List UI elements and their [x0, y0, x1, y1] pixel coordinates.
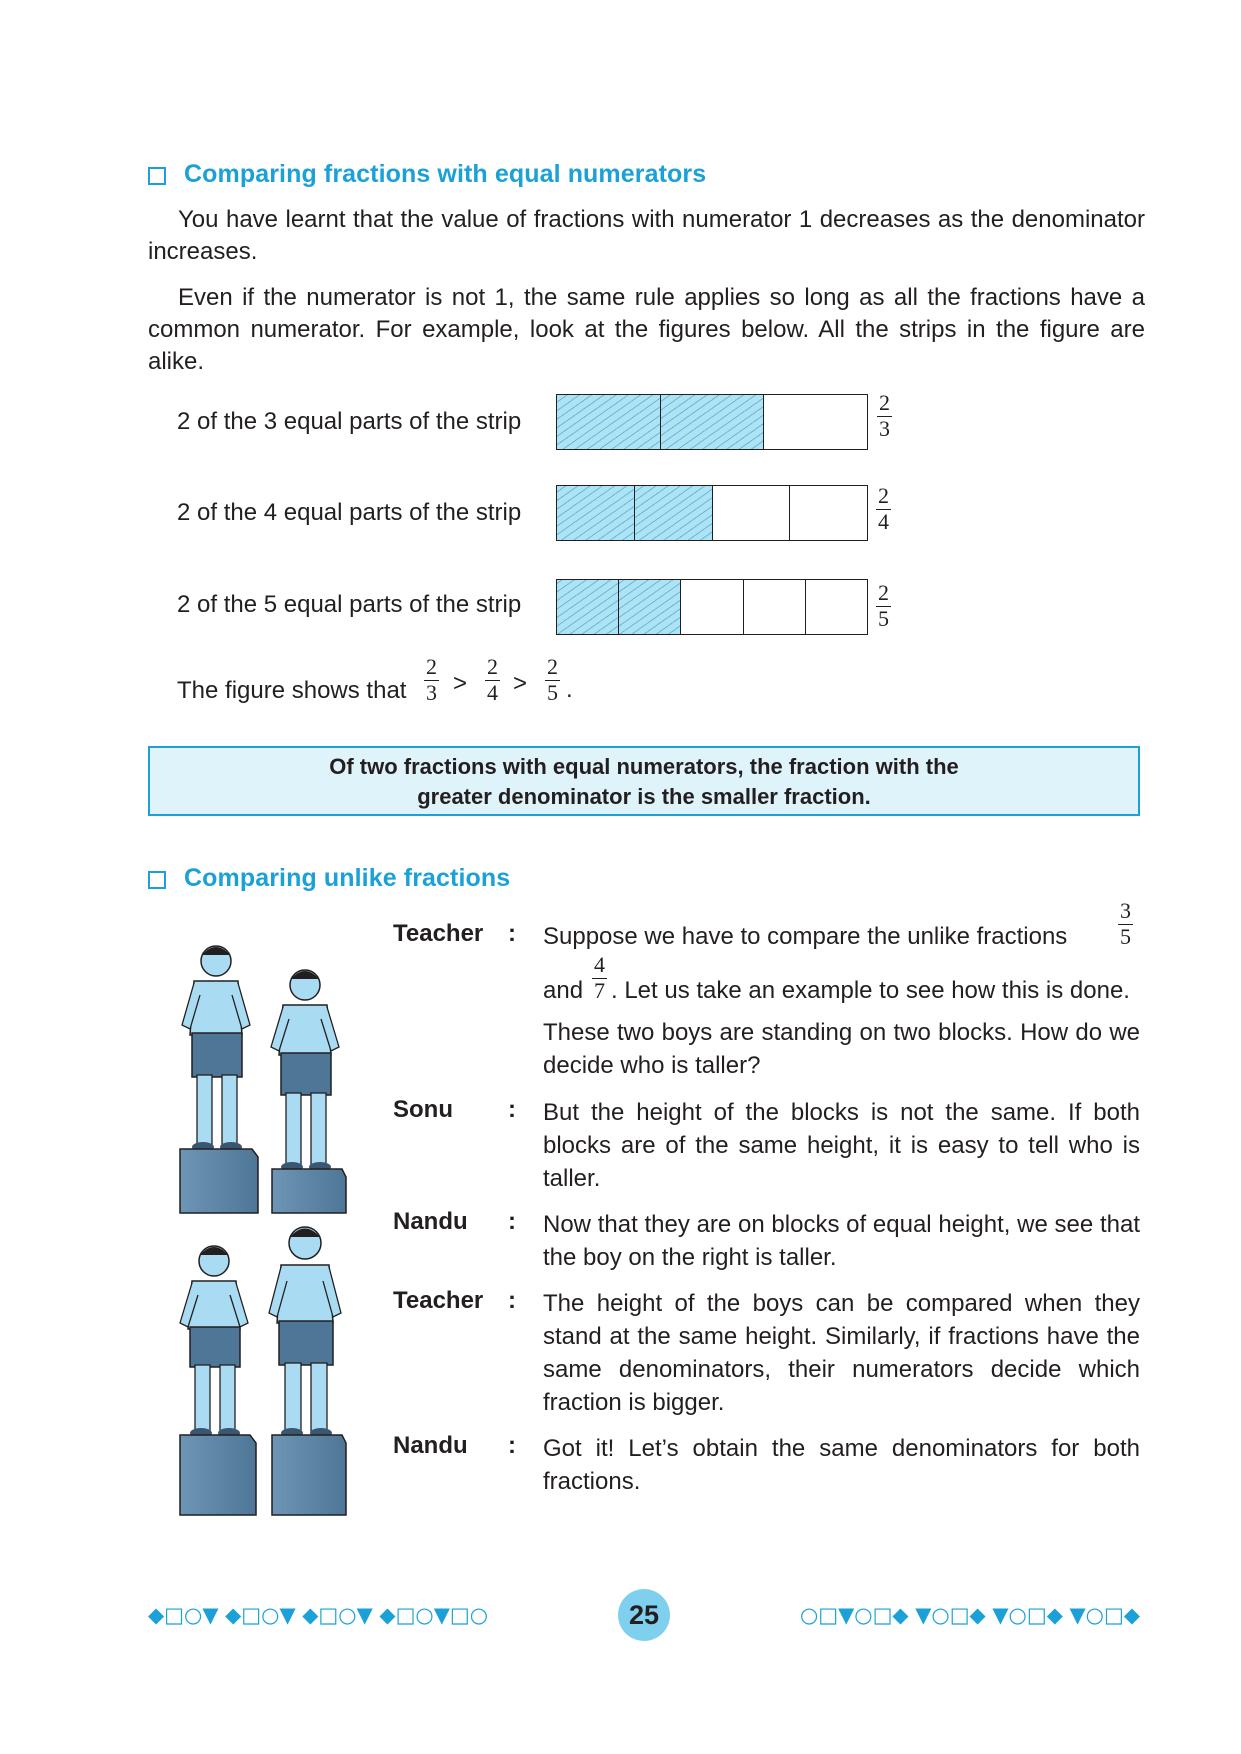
fraction-strip-fifths: [556, 579, 868, 635]
strip-part: [713, 486, 791, 540]
speaker-nandu: Nandu: [393, 1208, 468, 1235]
denominator: 4: [487, 680, 498, 705]
block-equal-right: [272, 1435, 346, 1515]
comparison-fraction-1: [424, 656, 439, 704]
heading-text: Comparing fractions with equal numerators: [184, 160, 707, 188]
numerator: 2: [878, 580, 889, 605]
denominator: 3: [879, 416, 890, 441]
strip-part-shaded: [557, 580, 619, 634]
denominator: 3: [426, 680, 437, 705]
rule-line-1: Of two fractions with equal numerators, the fraction with the: [329, 754, 959, 779]
strip-part: [764, 395, 867, 449]
strip-label-thirds: 2 of the 3 equal parts of the strip: [177, 408, 522, 435]
colon: :: [508, 1208, 516, 1235]
denominator: 5: [1120, 924, 1131, 949]
numerator: 2: [878, 483, 889, 508]
dialogue-teacher-1c: . Let us take an example to see how this is done.: [611, 977, 1130, 1004]
speaker-sonu: Sonu: [393, 1096, 453, 1123]
comparison-fraction-3: [545, 656, 560, 704]
denominator: 4: [878, 509, 889, 534]
page-footer: [148, 1587, 1140, 1643]
speaker-teacher: Teacher: [393, 1287, 484, 1314]
strip-part: [790, 486, 867, 540]
boy-right-bottom: [269, 1227, 341, 1438]
denominator: 5: [878, 606, 889, 631]
dialogue-sonu: But the height of the blocks is not the same. If both blocks are of the same height, it is easy to tell who is taller.: [543, 1099, 1140, 1192]
fraction-two-fourths: [876, 485, 891, 533]
colon: :: [508, 1287, 516, 1314]
fraction-strip-thirds: [556, 394, 868, 450]
section-heading-equal-numerators: [148, 160, 706, 189]
fraction-two-fifths: [876, 582, 891, 630]
strip-part: [744, 580, 806, 634]
numerator: 3: [1120, 898, 1131, 923]
strip-part-shaded: [557, 486, 635, 540]
block-equal-left: [180, 1435, 256, 1515]
speaker-nandu: Nandu: [393, 1432, 468, 1459]
dialogue-teacher-1d: These two boys are standing on two blocks. How do we decide who is taller?: [543, 1019, 1140, 1079]
fraction-three-fifths: [1118, 900, 1133, 948]
strip-part-shaded: [619, 580, 681, 634]
colon: :: [508, 920, 516, 947]
dialogue-teacher-1b: and: [543, 977, 584, 1004]
fraction-strip-fourths: [556, 485, 868, 541]
strip-part-shaded: [661, 395, 765, 449]
speaker-teacher: Teacher: [393, 920, 484, 947]
section-heading-unlike-fractions: [148, 864, 510, 893]
footer-ornament-right: ○□▼○□◆ ▼○□◆ ▼○□◆ ▼○□◆: [799, 1603, 1140, 1627]
checkbox-icon: [148, 167, 166, 185]
dialogue-nandu-2: Got it! Let’s obtain the same denominators for both fractions.: [543, 1435, 1140, 1495]
comparison-fraction-2: [485, 656, 500, 704]
period: .: [566, 676, 573, 703]
strip-label-fourths: 2 of the 4 equal parts of the strip: [177, 499, 522, 526]
rule-box: [148, 746, 1140, 816]
colon: :: [508, 1432, 516, 1459]
dialogue-teacher-1a: Suppose we have to compare the unlike fractions: [543, 923, 1068, 950]
boy-left-bottom: [180, 1246, 248, 1438]
rule-line-2: greater denominator is the smaller fraction.: [417, 784, 871, 809]
numerator: 2: [879, 390, 890, 415]
example-paragraph: Even if the numerator is not 1, the same rule applies so long as all the fractions have a common numerator. For example, look at the figures below. All the strips in the figure are alike.: [148, 284, 1145, 375]
strip-part: [806, 580, 867, 634]
boy-right-top: [271, 970, 339, 1172]
numerator: 4: [594, 952, 605, 977]
numerator: 2: [547, 654, 558, 679]
denominator: 5: [547, 680, 558, 705]
dialogue-teacher-2: The height of the boys can be compared when they stand at the same height. Similarly, if fractions have the same denominators, their numerators decide which fraction is bigger.: [543, 1290, 1140, 1416]
strip-label-fifths: 2 of the 5 equal parts of the strip: [177, 591, 522, 618]
boy-left-top: [182, 946, 250, 1152]
footer-ornament-left: ◆□○▼ ◆□○▼ ◆□○▼ ◆□○▼□○: [148, 1603, 489, 1627]
fraction-four-sevenths: [592, 954, 607, 1002]
greater-than-symbol: >: [453, 670, 468, 697]
checkbox-icon: [148, 871, 166, 889]
boys-on-blocks-illustration: [170, 925, 360, 1535]
strip-part-shaded: [557, 395, 661, 449]
intro-paragraph: You have learnt that the value of fractions with numerator 1 decreases as the denominator increases.: [148, 206, 1145, 265]
numerator: 2: [487, 654, 498, 679]
block-short: [272, 1169, 346, 1213]
page-number: 25: [618, 1589, 670, 1641]
colon: :: [508, 1096, 516, 1123]
numerator: 2: [426, 654, 437, 679]
denominator: 7: [594, 978, 605, 1003]
dialogue-nandu-1: Now that they are on blocks of equal height, we see that the boy on the right is taller.: [543, 1211, 1140, 1271]
strip-part: [681, 580, 743, 634]
fraction-two-thirds: [877, 392, 892, 440]
heading-text: Comparing unlike fractions: [184, 864, 511, 892]
strip-part-shaded: [635, 486, 713, 540]
conclusion-text: The figure shows that: [177, 677, 407, 704]
block-tall: [180, 1149, 258, 1213]
greater-than-symbol: >: [513, 670, 528, 697]
